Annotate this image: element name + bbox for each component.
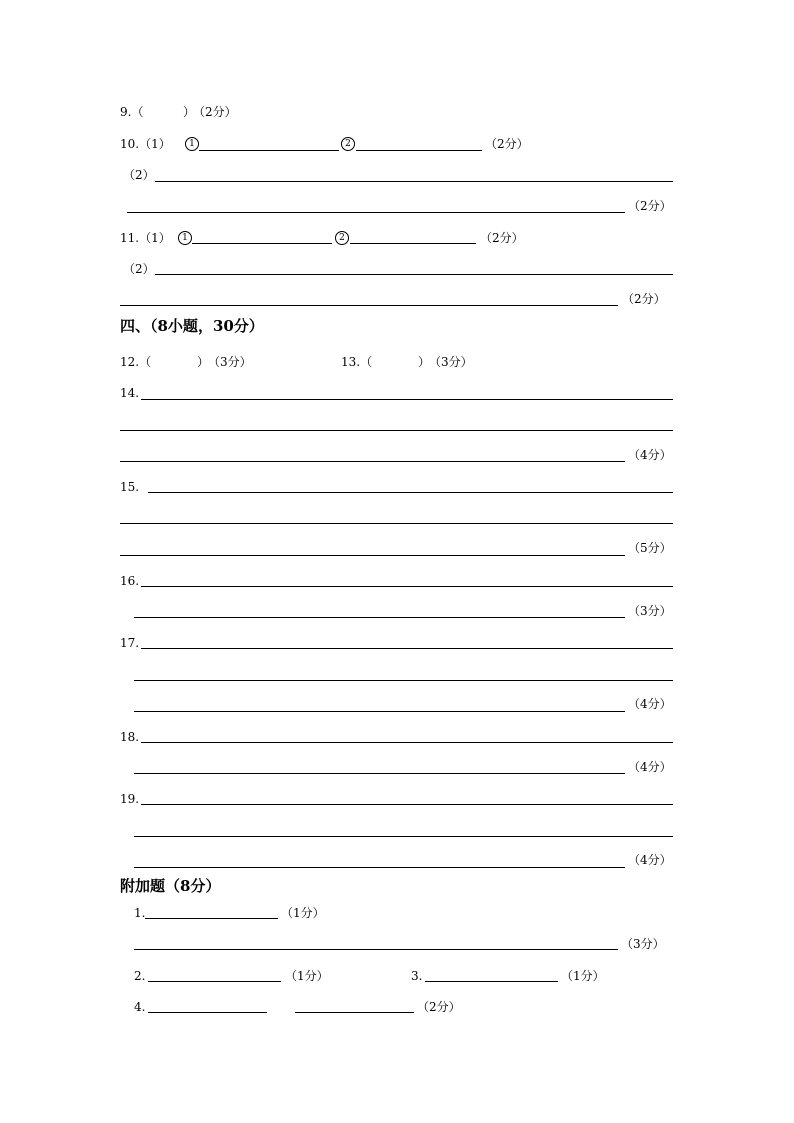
q18-answer-line-2[interactable]: [134, 773, 625, 774]
bonus-1-score-2: （3分）: [621, 937, 665, 951]
q17-label: 17.: [120, 636, 140, 650]
q16-label: 16.: [120, 574, 140, 588]
q15-answer-line-3[interactable]: [120, 555, 625, 556]
q10-answer-line-1[interactable]: [199, 150, 339, 151]
q14-answer-line-2[interactable]: [120, 430, 673, 431]
q16-answer-line-1[interactable]: [141, 586, 673, 587]
q12-close: ）: [197, 355, 210, 369]
section-4-heading: 四、（8小题，30分）: [120, 317, 264, 335]
q16-answer-line-2[interactable]: [134, 617, 625, 618]
q14-label: 14.: [120, 386, 140, 400]
q19-answer-line-3[interactable]: [134, 867, 625, 868]
q11-answer-line-2[interactable]: [350, 243, 476, 244]
bonus-4-answer-line-1[interactable]: [148, 1012, 267, 1013]
bonus-4-score: （2分）: [417, 1000, 461, 1014]
q16-score: （3分）: [628, 604, 672, 618]
q11-sub2-label: （2）: [123, 262, 155, 276]
bonus-1-answer-line-1[interactable]: [145, 918, 278, 919]
bonus-3-label: 3.: [411, 969, 423, 983]
bonus-1-label: 1.: [134, 906, 146, 920]
q10-circled-1: 1: [185, 137, 199, 151]
q9-score: （2分）: [193, 105, 237, 119]
q10-sub2-label: （2）: [123, 168, 155, 182]
bonus-3-score: （1分）: [561, 969, 605, 983]
q15-answer-line-2[interactable]: [120, 523, 673, 524]
q11-answer-line-4[interactable]: [120, 305, 618, 306]
q11-label: 11.（1）: [120, 231, 171, 245]
q10-answer-line-4[interactable]: [127, 212, 625, 213]
q19-answer-line-1[interactable]: [141, 804, 673, 805]
q14-score: （4分）: [628, 448, 672, 462]
q12-label: 12.（: [120, 355, 152, 369]
bonus-4-answer-line-2[interactable]: [295, 1012, 414, 1013]
bonus-3-answer-line[interactable]: [425, 981, 558, 982]
q13-score: （3分）: [429, 355, 473, 369]
q17-score: （4分）: [628, 697, 672, 711]
q10-answer-line-3[interactable]: [155, 181, 673, 182]
q17-answer-line-1[interactable]: [141, 648, 673, 649]
q11-circled-2: 2: [335, 231, 349, 245]
q19-score: （4分）: [628, 853, 672, 867]
q10-answer-line-2[interactable]: [356, 150, 482, 151]
q15-label: 15.: [120, 480, 140, 494]
q18-score: （4分）: [628, 760, 672, 774]
q9-close: ）: [183, 105, 196, 119]
q15-answer-line-1[interactable]: [148, 492, 673, 493]
q13-close: ）: [418, 355, 431, 369]
q11-circled-1: 1: [178, 231, 192, 245]
q11-score-2: （2分）: [622, 292, 666, 306]
q10-score-1: （2分）: [485, 137, 529, 151]
bonus-1-answer-line-2[interactable]: [134, 949, 618, 950]
q10-score-2: （2分）: [628, 199, 672, 213]
q13-label: 13.（: [341, 355, 373, 369]
q19-answer-line-2[interactable]: [134, 836, 673, 837]
q19-label: 19.: [120, 792, 140, 806]
q14-answer-line-1[interactable]: [141, 399, 673, 400]
q12-score: （3分）: [208, 355, 252, 369]
bonus-2-label: 2.: [134, 969, 146, 983]
bonus-heading: 附加题（8分）: [120, 877, 221, 895]
q11-answer-line-3[interactable]: [155, 274, 673, 275]
bonus-1-score-1: （1分）: [281, 906, 325, 920]
bonus-4-label: 4.: [134, 1000, 146, 1014]
q18-label: 18.: [120, 730, 140, 744]
q9-label: 9.（: [120, 105, 144, 119]
q10-label: 10.（1）: [120, 137, 171, 151]
q11-score-1: （2分）: [480, 231, 524, 245]
bonus-2-answer-line[interactable]: [148, 981, 281, 982]
q15-score: （5分）: [628, 541, 672, 555]
q17-answer-line-2[interactable]: [134, 680, 673, 681]
q17-answer-line-3[interactable]: [134, 711, 625, 712]
q11-answer-line-1[interactable]: [192, 243, 332, 244]
q18-answer-line-1[interactable]: [141, 742, 673, 743]
q10-circled-2: 2: [341, 137, 355, 151]
q14-answer-line-3[interactable]: [120, 461, 625, 462]
bonus-2-score: （1分）: [285, 969, 329, 983]
